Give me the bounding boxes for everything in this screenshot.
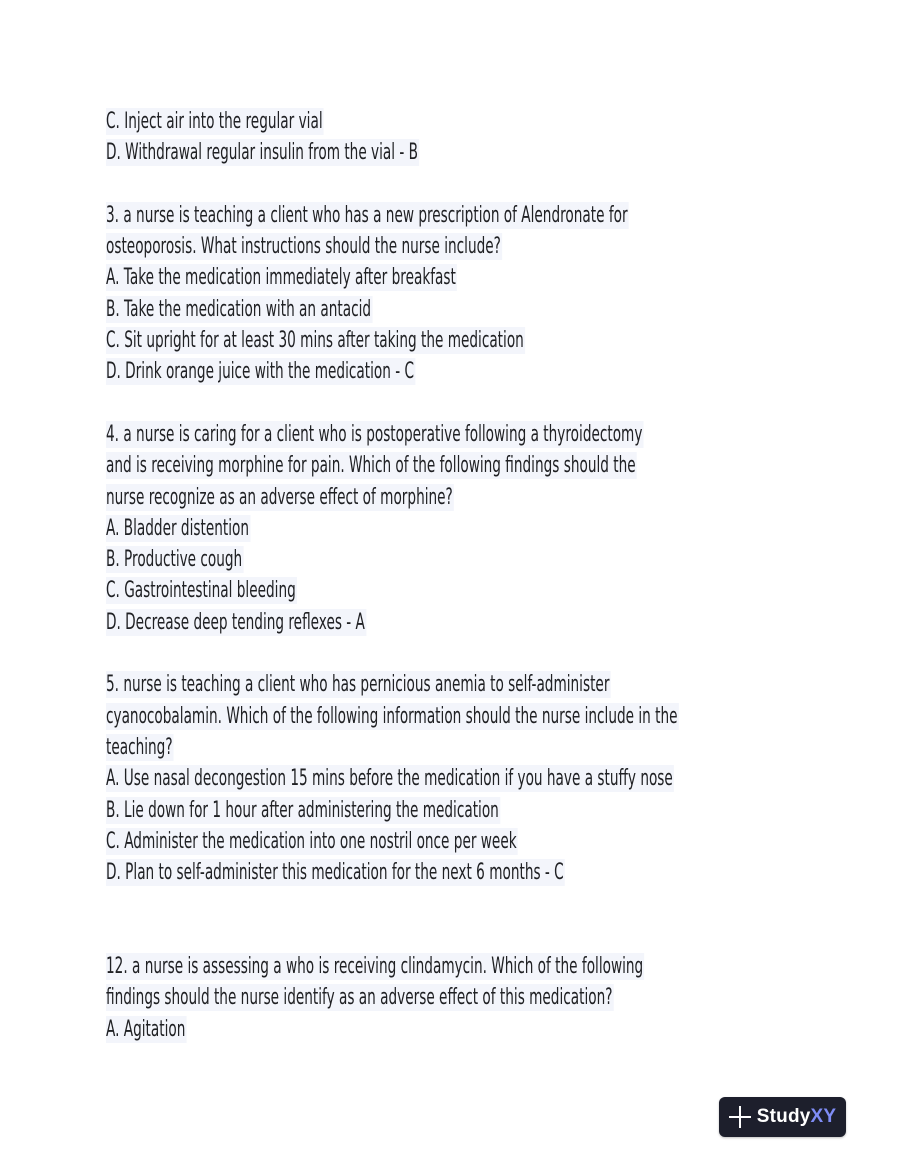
answer-option: D. Decrease deep tending reflexes - A xyxy=(106,609,365,635)
answer-option: B. Lie down for 1 hour after administering the medication xyxy=(106,797,499,823)
answer-option: B. Productive cough xyxy=(106,547,243,573)
answer-option: D. Plan to self-administer this medication for the next 6 months - C xyxy=(106,860,564,886)
question-text: 3. a nurse is teaching a client who has a new prescription of Alendronate for xyxy=(106,202,628,228)
question-text: and is receiving morphine for pain. Which of the following findings should the xyxy=(106,453,636,479)
answer-option: C. Gastrointestinal bleeding xyxy=(106,578,296,604)
plus-icon xyxy=(729,1106,751,1128)
question-text: 4. a nurse is caring for a client who is postoperative following a thyroidectomy xyxy=(106,421,643,447)
brand-logo-text: StudyXY xyxy=(756,1106,837,1127)
answer-option: A. Use nasal decongestion 15 mins before the medication if you have a stuffy nose xyxy=(106,766,673,792)
paragraph-gap xyxy=(106,888,806,951)
question-text: 12. a nurse is assessing a who is receiving clindamycin. Which of the following xyxy=(106,954,644,980)
answer-option: C. Administer the medication into one nostril once per week xyxy=(106,828,517,854)
question-text: 5. nurse is teaching a client who has pernicious anemia to self-administer xyxy=(106,672,610,698)
paragraph-gap xyxy=(106,388,806,419)
question-text: teaching? xyxy=(106,734,173,760)
paragraph-gap xyxy=(106,638,806,669)
answer-option: C. Sit upright for at least 30 mins after taking the medication xyxy=(106,328,524,354)
paragraph-gap xyxy=(106,169,806,200)
question-text: findings should the nurse identify as an adverse effect of this medication? xyxy=(106,985,613,1011)
answer-option: D. Withdrawal regular insulin from the vial - B xyxy=(106,140,419,166)
answer-option: C. Inject air into the regular vial xyxy=(106,109,323,134)
answer-option: D. Drink orange juice with the medication - C xyxy=(106,359,414,385)
answer-option: A. Bladder distention xyxy=(106,515,249,541)
answer-option: B. Take the medication with an antacid xyxy=(106,296,372,322)
question-text: nurse recognize as an adverse effect of morphine? xyxy=(106,484,453,510)
answer-option: A. Take the medication immediately after breakfast xyxy=(106,265,456,291)
question-text: cyanocobalamin. Which of the following information should the nurse include in the xyxy=(106,703,678,729)
studyxy-badge[interactable] xyxy=(719,1097,846,1137)
question-text: osteoporosis. What instructions should the nurse include? xyxy=(106,234,501,260)
document-body xyxy=(106,106,806,1045)
answer-option: A. Agitation xyxy=(106,1016,186,1042)
